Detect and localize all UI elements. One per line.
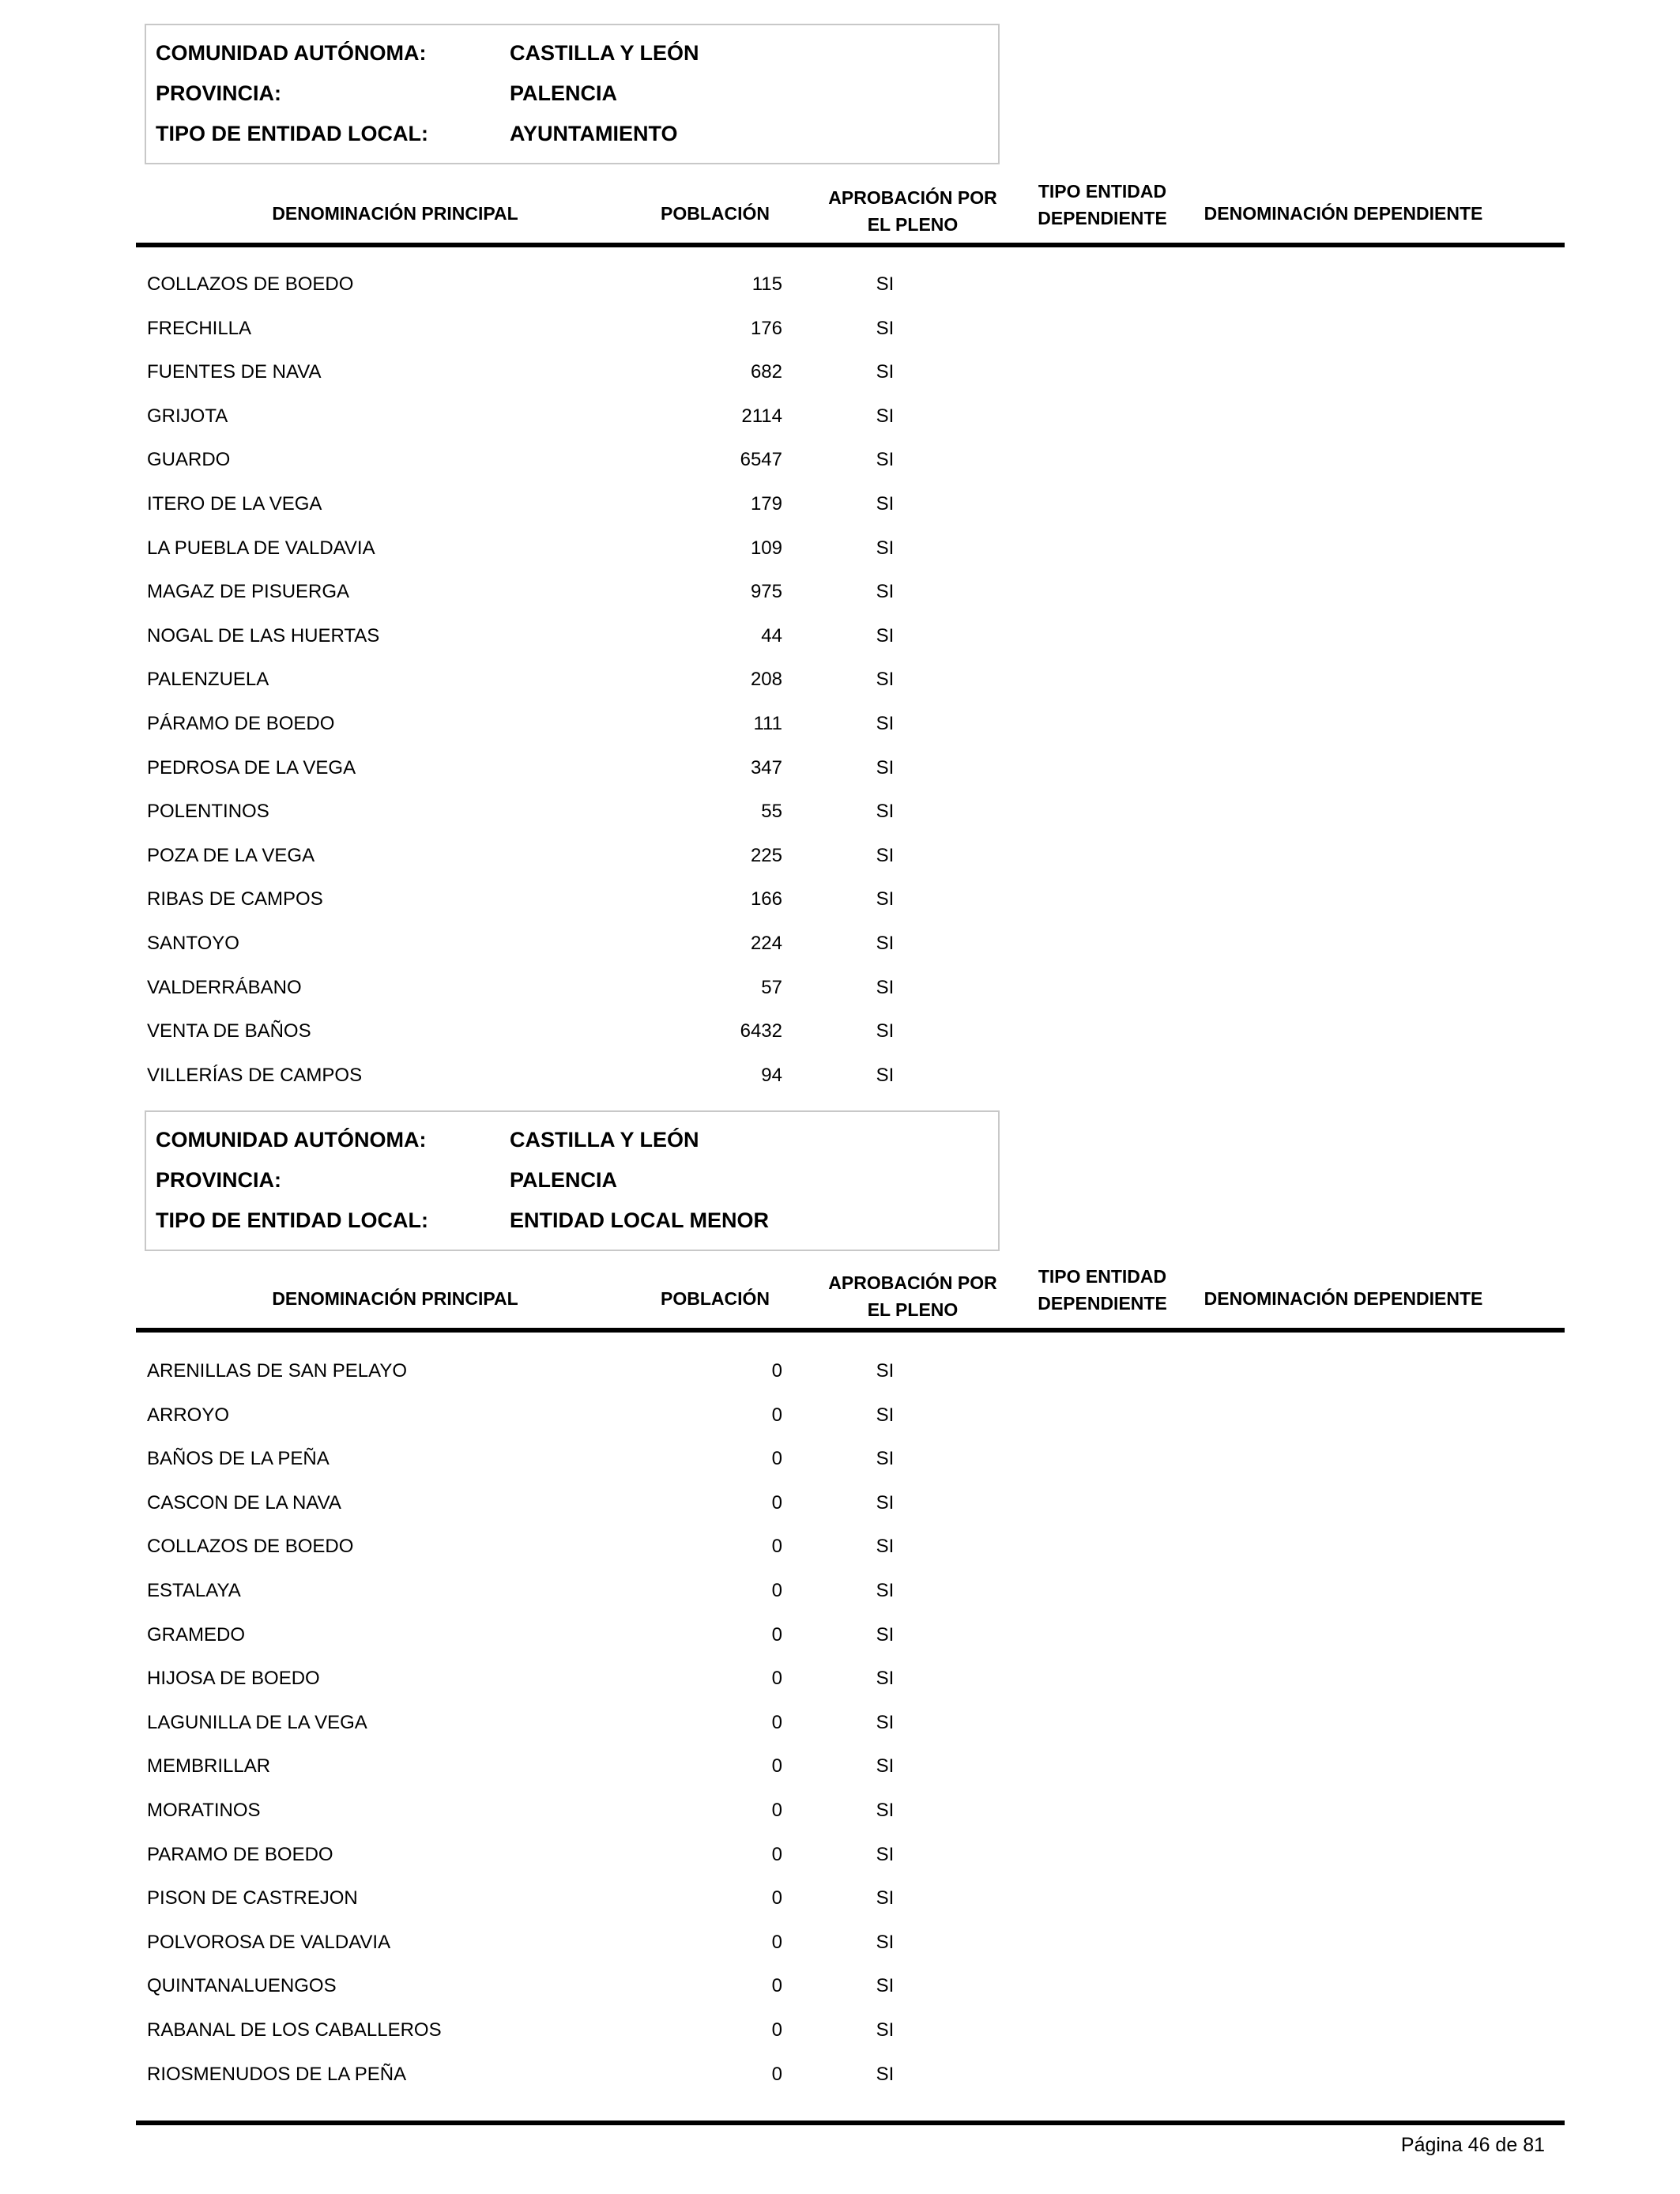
tipo-entidad-value: AYUNTAMIENTO [510,122,678,145]
table-row [0,1481,1680,1525]
poblacion-cell: 44 [761,624,782,647]
aprobacion-cell: SI [876,1064,895,1086]
header-rule [136,1328,1565,1333]
tipo-entidad-label: TIPO DE ENTIDAD LOCAL: [156,1208,428,1232]
header-aprobacion [814,1269,1011,1323]
header-tipo-line2: DEPENDIENTE [1038,1293,1167,1314]
poblacion-cell: 115 [751,273,782,295]
poblacion-cell: 682 [750,361,782,383]
header-aprobacion-line2: EL PLENO [867,214,959,235]
aprobacion-cell: SI [876,2063,895,2085]
denominacion-cell: HIJOSA DE BOEDO [147,1668,320,1690]
poblacion-cell: 0 [771,1711,782,1733]
poblacion-cell: 0 [771,1360,782,1382]
denominacion-cell: COLLAZOS DE BOEDO [147,273,354,295]
page-number: Página 46 de 81 [1400,2134,1545,2156]
table-row [0,966,1680,1010]
table-row [0,1054,1680,1098]
denominacion-cell: SANTOYO [147,932,239,954]
denominacion-cell: VALDERRÁBANO [147,976,302,998]
aprobacion-cell: SI [876,449,895,471]
poblacion-cell: 166 [750,888,782,910]
table-row [0,1921,1680,1965]
aprobacion-cell: SI [876,1404,895,1426]
header-aprobacion-line1: APROBACIÓN POR [828,187,997,208]
table-row [0,1393,1680,1438]
denominacion-cell: PISON DE CASTREJON [147,1887,358,1909]
poblacion-cell: 0 [771,1623,782,1646]
aprobacion-cell: SI [876,1623,895,1646]
comunidad-label: COMUNIDAD AUTÓNOMA: [156,41,427,65]
denominacion-cell: FRECHILLA [147,317,252,339]
poblacion-cell: 0 [771,1755,782,1777]
aprobacion-cell: SI [876,669,895,691]
poblacion-cell: 179 [750,492,782,515]
poblacion-cell: 224 [750,932,782,954]
header-aprobacion-line2: EL PLENO [867,1299,959,1320]
aprobacion-cell: SI [876,1020,895,1042]
table-row [0,1437,1680,1481]
poblacion-cell: 109 [750,537,782,559]
table-row [0,1525,1680,1569]
denominacion-cell: PALENZUELA [147,669,269,691]
table-row [0,922,1680,966]
denominacion-cell: LA PUEBLA DE VALDAVIA [147,537,375,559]
aprobacion-cell: SI [876,844,895,866]
denominacion-cell: GRAMEDO [147,1623,246,1646]
table-row [0,658,1680,702]
denominacion-cell: FUENTES DE NAVA [147,361,322,383]
table-row [0,394,1680,439]
aprobacion-cell: SI [876,1448,895,1470]
comunidad-label: COMUNIDAD AUTÓNOMA: [156,1128,427,1152]
denominacion-cell: POZA DE LA VEGA [147,844,315,866]
poblacion-cell: 0 [771,1491,782,1514]
denominacion-cell: ARROYO [147,1404,230,1426]
poblacion-cell: 2114 [741,405,782,427]
table-row [0,1613,1680,1657]
denominacion-cell: GUARDO [147,449,231,471]
poblacion-cell: 55 [761,801,782,823]
aprobacion-cell: SI [876,712,895,734]
aprobacion-cell: SI [876,581,895,603]
denominacion-cell: VENTA DE BAÑOS [147,1020,311,1042]
table-row [0,1876,1680,1921]
aprobacion-cell: SI [876,1711,895,1733]
poblacion-cell: 94 [761,1064,782,1086]
denominacion-cell: ITERO DE LA VEGA [147,492,322,515]
denominacion-cell: MEMBRILLAR [147,1755,271,1777]
comunidad-value: CASTILLA Y LEÓN [510,1128,699,1152]
aprobacion-cell: SI [876,1579,895,1601]
denominacion-cell: MAGAZ DE PISUERGA [147,581,350,603]
denominacion-cell: PARAMO DE BOEDO [147,1843,333,1865]
aprobacion-cell: SI [876,1491,895,1514]
provincia-label: PROVINCIA: [156,1168,282,1192]
denominacion-cell: RABANAL DE LOS CABALLEROS [147,2019,442,2041]
poblacion-cell: 0 [771,1975,782,1997]
denominacion-cell: COLLAZOS DE BOEDO [147,1536,354,1558]
table-row [0,307,1680,351]
poblacion-cell: 347 [750,756,782,778]
poblacion-cell: 0 [771,1887,782,1909]
aprobacion-cell: SI [876,976,895,998]
poblacion-cell: 176 [750,317,782,339]
table-row [0,1744,1680,1789]
header-aprobacion-line1: APROBACIÓN POR [828,1272,997,1293]
table-row [0,1964,1680,2008]
denominacion-cell: GRIJOTA [147,405,228,427]
aprobacion-cell: SI [876,932,895,954]
provincia-value: PALENCIA [510,81,618,105]
poblacion-cell: 111 [753,712,782,734]
header-denominacion-dependiente: DENOMINACIÓN DEPENDIENTE [1203,1288,1483,1309]
denominacion-cell: RIBAS DE CAMPOS [147,888,323,910]
poblacion-cell: 0 [771,2063,782,2085]
denominacion-cell: QUINTANALUENGOS [147,1975,337,1997]
poblacion-cell: 0 [771,1536,782,1558]
poblacion-cell: 225 [750,844,782,866]
aprobacion-cell: SI [876,361,895,383]
table-row [0,790,1680,834]
table-row [0,1657,1680,1701]
header-tipo-entidad-dependiente [1019,1263,1185,1317]
table-row [0,1349,1680,1393]
denominacion-cell: VILLERÍAS DE CAMPOS [147,1064,363,1086]
poblacion-cell: 0 [771,1579,782,1601]
aprobacion-cell: SI [876,1360,895,1382]
aprobacion-cell: SI [876,317,895,339]
table-row [0,1789,1680,1833]
aprobacion-cell: SI [876,756,895,778]
aprobacion-cell: SI [876,624,895,647]
poblacion-cell: 57 [761,976,782,998]
aprobacion-cell: SI [876,537,895,559]
aprobacion-cell: SI [876,1843,895,1865]
header-aprobacion [814,184,1011,238]
aprobacion-cell: SI [876,1536,895,1558]
aprobacion-cell: SI [876,2019,895,2041]
poblacion-cell: 0 [771,1448,782,1470]
table-row [0,746,1680,790]
poblacion-cell: 0 [771,1843,782,1865]
poblacion-cell: 208 [750,669,782,691]
denominacion-cell: POLENTINOS [147,801,269,823]
denominacion-cell: CASCON DE LA NAVA [147,1491,341,1514]
header-denominacion-principal: DENOMINACIÓN PRINCIPAL [272,1288,518,1309]
poblacion-cell: 6432 [740,1020,782,1042]
table-row [0,614,1680,658]
denominacion-cell: MORATINOS [147,1799,261,1821]
table-row [0,1701,1680,1745]
aprobacion-cell: SI [876,1755,895,1777]
table-row [0,1833,1680,1877]
table-row [0,570,1680,614]
aprobacion-cell: SI [876,405,895,427]
poblacion-cell: 0 [771,2019,782,2041]
aprobacion-cell: SI [876,1799,895,1821]
header-tipo-line1: TIPO ENTIDAD [1038,1266,1167,1287]
aprobacion-cell: SI [876,492,895,515]
header-tipo-line1: TIPO ENTIDAD [1038,181,1167,202]
rows-entidad-local-menor [0,1349,1680,2096]
header-denominacion-principal: DENOMINACIÓN PRINCIPAL [272,203,518,224]
table-row [0,438,1680,482]
header-tipo-entidad-dependiente [1019,178,1185,232]
aprobacion-cell: SI [876,273,895,295]
rows-ayuntamiento [0,262,1680,1097]
table-row [0,2053,1680,2097]
denominacion-cell: NOGAL DE LAS HUERTAS [147,624,380,647]
poblacion-cell: 0 [771,1668,782,1690]
poblacion-cell: 0 [771,1799,782,1821]
header-rule [136,243,1565,247]
table-row [0,1009,1680,1054]
denominacion-cell: ARENILLAS DE SAN PELAYO [147,1360,408,1382]
table-row [0,482,1680,526]
poblacion-cell: 6547 [740,449,782,471]
aprobacion-cell: SI [876,1887,895,1909]
header-tipo-line2: DEPENDIENTE [1038,208,1167,228]
aprobacion-cell: SI [876,888,895,910]
denominacion-cell: BAÑOS DE LA PEÑA [147,1448,330,1470]
denominacion-cell: ESTALAYA [147,1579,241,1601]
table-row [0,834,1680,878]
poblacion-cell: 975 [750,581,782,603]
entity-info-box [145,24,1000,164]
footer-rule [136,2120,1565,2125]
denominacion-cell: PÁRAMO DE BOEDO [147,712,335,734]
header-denominacion-dependiente: DENOMINACIÓN DEPENDIENTE [1203,203,1483,224]
denominacion-cell: POLVOROSA DE VALDAVIA [147,1931,391,1953]
table-row [0,877,1680,922]
denominacion-cell: RIOSMENUDOS DE LA PEÑA [147,2063,407,2085]
table-row [0,1569,1680,1613]
table-row [0,2008,1680,2053]
denominacion-cell: LAGUNILLA DE LA VEGA [147,1711,367,1733]
table-row [0,262,1680,307]
provincia-value: PALENCIA [510,1168,618,1192]
denominacion-cell: PEDROSA DE LA VEGA [147,756,356,778]
entity-info-box [145,1110,1000,1251]
aprobacion-cell: SI [876,1931,895,1953]
table-row [0,526,1680,571]
aprobacion-cell: SI [876,801,895,823]
header-poblacion: POBLACIÓN [661,203,770,224]
poblacion-cell: 0 [771,1931,782,1953]
tipo-entidad-value: ENTIDAD LOCAL MENOR [510,1208,769,1232]
table-row [0,702,1680,746]
aprobacion-cell: SI [876,1975,895,1997]
table-row [0,350,1680,394]
aprobacion-cell: SI [876,1668,895,1690]
provincia-label: PROVINCIA: [156,81,282,105]
poblacion-cell: 0 [771,1404,782,1426]
tipo-entidad-label: TIPO DE ENTIDAD LOCAL: [156,122,428,145]
comunidad-value: CASTILLA Y LEÓN [510,41,699,65]
header-poblacion: POBLACIÓN [661,1288,770,1309]
